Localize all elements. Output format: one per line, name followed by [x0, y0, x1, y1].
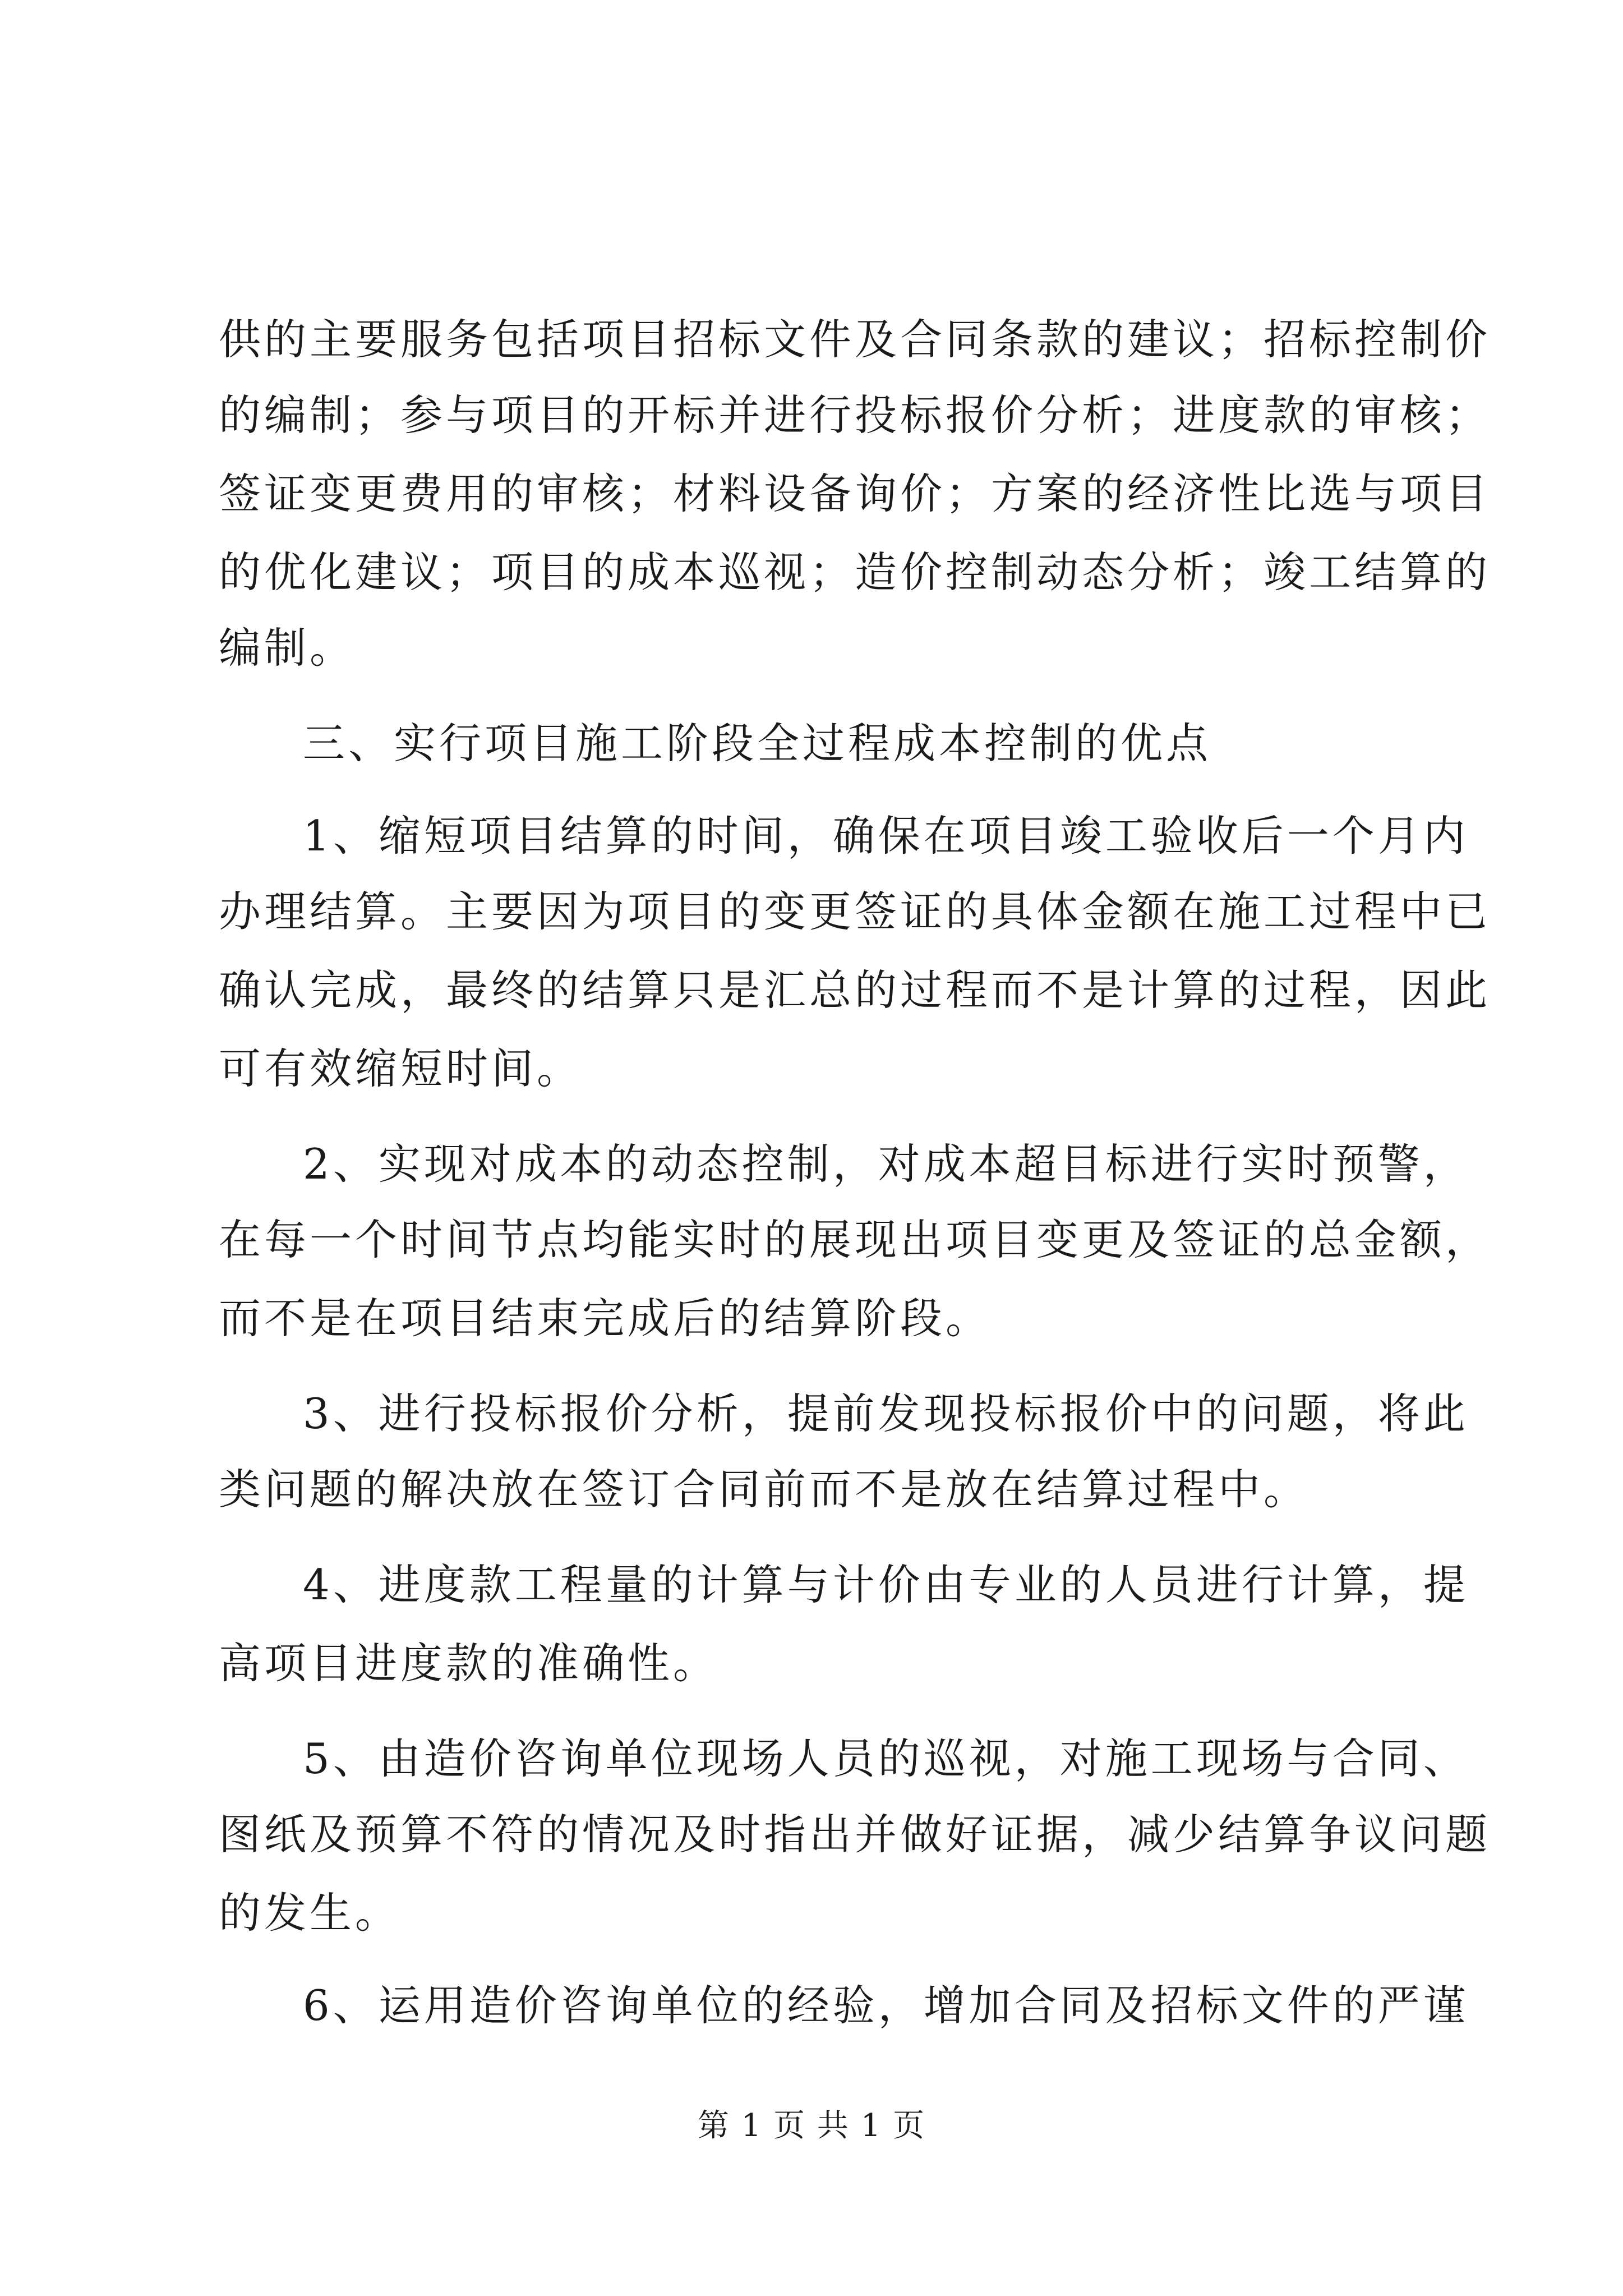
text-line: 编制。: [219, 623, 356, 673]
text-line: 高项目进度款的准确性。: [219, 1639, 719, 1688]
text-line: 供的主要服务包括项目招标文件及合同条款的建议；招标控制价: [219, 315, 1491, 364]
page-footer: 第 1 页 共 1 页: [697, 2108, 926, 2144]
text-line: 2、实现对成本的动态控制，对成本超目标进行实时预警，: [303, 1139, 1469, 1189]
text-line: 的发生。: [219, 1888, 401, 1938]
text-line: 确认完成，最终的结算只是汇总的过程而不是计算的过程，因此: [219, 965, 1491, 1015]
text-line: 办理结算。主要因为项目的变更签证的具体金额在施工过程中已: [219, 887, 1491, 936]
text-line: 类问题的解决放在签订合同前而不是放在结算过程中。: [219, 1465, 1310, 1514]
text-line: 图纸及预算不符的情况及时指出并做好证据，减少结算争议问题: [219, 1810, 1491, 1859]
text-line: 而不是在项目结束完成后的结算阶段。: [219, 1294, 992, 1343]
text-line: 的优化建议；项目的成本巡视；造价控制动态分析；竣工结算的: [219, 547, 1491, 597]
text-line: 可有效缩短时间。: [219, 1044, 583, 1093]
text-line: 在每一个时间节点均能实时的展现出项目变更及签证的总金额，: [219, 1215, 1491, 1264]
text-line: 4、进度款工程量的计算与计价由专业的人员进行计算，提: [303, 1560, 1469, 1609]
section-heading: 三、实行项目施工阶段全过程成本控制的优点: [303, 719, 1212, 768]
text-line: 6、运用造价咨询单位的经验，增加合同及招标文件的严谨: [303, 1981, 1469, 2030]
text-line: 1、缩短项目结算的时间，确保在项目竣工验收后一个月内: [303, 811, 1469, 861]
text-line: 签证变更费用的审核；材料设备询价；方案的经济性比选与项目: [219, 469, 1491, 518]
text-line: 的编制；参与项目的开标并进行投标报价分析；进度款的审核；: [219, 390, 1491, 440]
text-line: 3、进行投标报价分析，提前发现投标报价中的问题，将此: [303, 1389, 1469, 1438]
text-line: 5、由造价咨询单位现场人员的巡视，对施工现场与合同、: [303, 1734, 1469, 1783]
